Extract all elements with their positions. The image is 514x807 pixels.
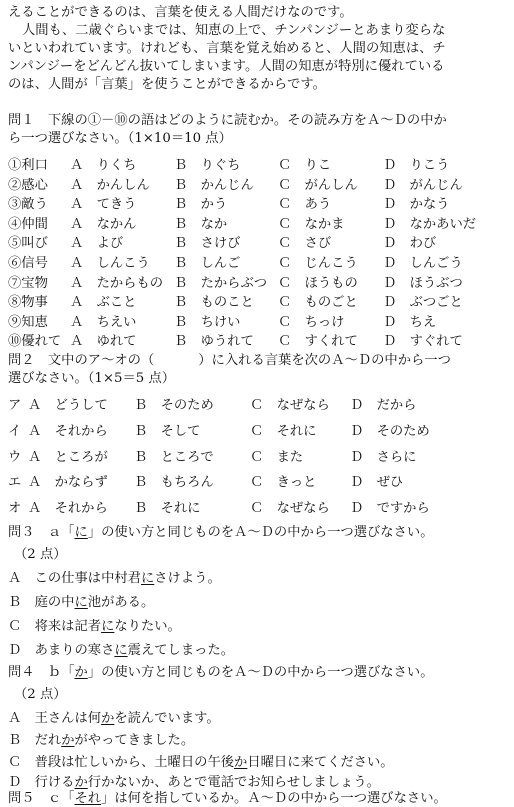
passage-line: 人間も、二歳ぐらいまでは、知恵の上で、チンパンジーとあまり変らな (22, 23, 446, 38)
q2-label: ア (8, 398, 22, 413)
q1-label: ②感心 (8, 177, 48, 193)
q4-option (8, 774, 380, 791)
q1-label: ③敵う (8, 197, 48, 213)
q2-row (8, 394, 508, 411)
q1-choice-b: Ｂ なか (174, 216, 228, 232)
q2-label: オ (8, 501, 22, 517)
passage-line: のは、人間が「言葉」を使うことができるからです。 (8, 77, 326, 92)
q1-choice-d: Ｄ しんごう (383, 256, 463, 271)
q2-choice-c: Ｃ なぜなら (250, 501, 330, 517)
q5-heading-post: 」は何を指しているか。Ａ～Ｄの中から一つ選びなさい。 (101, 791, 447, 806)
q5-heading-pre: 問５ ｃ「 (8, 791, 75, 806)
q2-choice-d: Ｄ ぜひ (350, 475, 404, 491)
q2-choice-d: Ｄ そのため (350, 423, 430, 439)
q1-choice-c: Ｃ すくれて (278, 334, 358, 350)
q2-choice-b: Ｂ それに (134, 501, 201, 517)
q1-choice-c: Ｃ ほうもの (278, 275, 358, 291)
q1-choice-a: Ａ ぶこと (70, 295, 137, 311)
q4-option-a-post: を読んでいます。 (114, 711, 220, 726)
q1-row (8, 232, 508, 252)
q1-choice-b: Ｂ ちけい (174, 314, 241, 330)
q1-choice-b: Ｂ りぐち (174, 158, 241, 173)
question-2-heading-start: 問２ 文中のア～オの（ (8, 353, 155, 368)
q1-choice-c: Ｃ じんこう (278, 256, 358, 271)
q1-choice-c: Ｃ ものごと (278, 295, 358, 311)
q2-choice-b: Ｂ ところで (134, 449, 214, 465)
passage-line: いといわれています。けれども、言葉を覚え始めると、人間の知恵は、チ (8, 41, 446, 56)
q1-choice-c: Ｃ さび (278, 236, 332, 252)
q1-choice-d: Ｄ りこう (383, 158, 450, 173)
q1-label: ⑤叫び (8, 236, 48, 252)
q1-choice-d: Ｄ なかあいだ (383, 216, 477, 232)
q2-choice-d: Ｄ ですから (350, 501, 430, 517)
q1-choice-a: Ａ ゆれて (70, 334, 137, 350)
q1-label: ⑨知恵 (8, 314, 48, 330)
q2-choice-b: Ｂ そのため (134, 398, 214, 413)
q2-label: エ (8, 475, 22, 491)
question-2-instruction: 選びなさい。（1×5＝5 点） (8, 371, 176, 386)
question-3-points: （2 点） (14, 547, 67, 562)
q1-choice-d: Ｄ かなう (383, 197, 450, 213)
q1-choice-d: Ｄ すぐれて (383, 334, 463, 350)
q1-row (8, 213, 508, 230)
q1-choice-c: Ｃ ちっけ (278, 314, 345, 330)
question-3-heading (8, 524, 434, 541)
q3-option-b-mark: に (74, 595, 88, 610)
q2-choice-c: Ｃ また (250, 449, 304, 465)
q2-choice-a: Ａ それから (28, 423, 108, 439)
q1-choice-a: Ａ よび (70, 236, 124, 252)
q1-row (8, 311, 508, 328)
q3-option-d-mark: に (114, 643, 128, 658)
q4-option-c-mark: か (234, 755, 248, 770)
q2-choice-b: Ｂ そして (134, 423, 201, 439)
q1-row (8, 272, 508, 289)
q2-choice-c: Ｃ それに (250, 423, 317, 439)
q1-choice-c: Ｃ りこ (278, 158, 332, 173)
q1-choice-b: Ｂ かう (174, 197, 228, 213)
q1-label: ⑩優れて (8, 334, 62, 350)
q1-choice-c: Ｃ がんしん (278, 177, 358, 193)
q1-choice-a: Ａ しんこう (70, 256, 150, 271)
q1-row (8, 330, 508, 350)
q3-option-a-post: さけよう。 (154, 571, 221, 586)
q4-option-d-post: 行かないか、あとで電話でお知らせしましょう。 (87, 775, 380, 790)
question-2-heading (8, 352, 451, 369)
q1-choice-b: Ｂ しんご (174, 256, 241, 271)
q1-choice-b: Ｂ ものこと (174, 295, 254, 311)
q4-option-d-pre: Ｄ 行ける (8, 775, 75, 790)
q1-choice-b: Ｂ かんじん (174, 177, 254, 193)
q1-choice-d: Ｄ わび (383, 236, 437, 252)
q1-choice-d: Ｄ がんじん (383, 177, 463, 193)
q2-choice-a: Ａ ところが (28, 449, 108, 465)
q3-heading-post: 」の使い方と同じものをＡ～Ｄの中から一つ選びなさい。 (87, 525, 434, 540)
q3-option-a-pre: Ａ この仕事は中村君 (8, 571, 141, 586)
q3-option-c-mark: に (101, 619, 115, 634)
q4-heading-pre: 問４ ｂ「 (8, 665, 75, 680)
q2-choice-c: Ｃ なぜなら (250, 398, 330, 413)
q1-label: ⑦宝物 (8, 275, 48, 291)
passage-line: えることができるのは、言葉を使える人間だけなのです。 (8, 5, 353, 20)
q1-choice-a: Ａ てきう (70, 197, 137, 213)
q1-row (8, 174, 508, 191)
q2-choice-d: Ｄ だから (350, 398, 417, 413)
q2-row (8, 471, 508, 491)
q1-row (8, 291, 508, 311)
q1-choice-d: Ｄ ぶつごと (383, 295, 463, 311)
q2-choice-d: Ｄ さらに (350, 449, 417, 465)
q3-option (8, 594, 154, 611)
q1-choice-a: Ａ かんしん (70, 177, 150, 193)
q4-option-a-pre: Ａ 王さんは何 (8, 711, 102, 726)
q4-option-b-mark: か (61, 733, 75, 748)
q1-choice-b: Ｂ さけび (174, 236, 241, 252)
q2-choice-b: Ｂ もちろん (134, 475, 214, 491)
q2-label: イ (8, 423, 22, 439)
q1-choice-c: Ｃ なかま (278, 216, 345, 232)
q4-underlined-particle: か (74, 665, 88, 680)
q1-choice-c: Ｃ あう (278, 197, 332, 213)
q1-label: ①利口 (8, 158, 48, 173)
q1-label: ⑥信号 (8, 256, 48, 271)
q4-option-a-mark: か (101, 711, 115, 726)
q1-choice-b: Ｂ たからぶつ (174, 275, 268, 291)
q3-option-c-post: なりたい。 (114, 619, 181, 634)
q1-choice-b: Ｂ ゆうれて (174, 334, 254, 350)
q2-choice-a: Ａ それから (28, 501, 108, 517)
q1-choice-a: Ａ たからもの (70, 275, 164, 291)
q1-row (8, 252, 508, 269)
q3-option-b-pre: Ｂ 庭の中 (8, 595, 75, 610)
question-2-heading-end: ）に入れる言葉を次のＡ～Ｄの中から一つ (198, 353, 451, 368)
q4-option-b-post: がやってきました。 (74, 733, 195, 748)
q1-row (8, 193, 508, 213)
q3-option (8, 570, 221, 587)
q2-row (8, 497, 508, 517)
q3-option-d-pre: Ｄ あまりの寒さ (8, 643, 115, 658)
q2-row (8, 446, 508, 463)
q3-heading-pre: 問３ ａ「 (8, 525, 75, 540)
q1-choice-a: Ａ ちえい (70, 314, 137, 330)
q2-choice-a: Ａ どうして (28, 398, 108, 413)
q2-label: ウ (8, 449, 22, 465)
q3-option-a-mark: に (140, 571, 155, 586)
question-1-instruction: ら一つ選びなさい。（1×10＝10 点） (8, 131, 232, 146)
q4-option (8, 754, 394, 771)
q4-option-d-mark: か (74, 775, 88, 790)
q3-option-b-post: 池がある。 (87, 595, 155, 610)
q1-label: ⑧物事 (8, 295, 48, 311)
q3-underlined-particle: に (74, 525, 88, 540)
q1-choice-a: Ａ なかん (70, 216, 137, 232)
question-5-heading (8, 790, 447, 807)
q1-label: ④仲間 (8, 216, 48, 232)
q4-option-c-post: 日曜日に来てください。 (247, 755, 394, 770)
q4-option (8, 732, 194, 749)
passage-line: ンパンジーをどんどん抜いてしまいます。人間の知恵が特別に優れている (8, 59, 445, 74)
q3-option-c-pre: Ｃ 将来は記者 (8, 619, 102, 634)
question-1-heading: 問１ 下線の①－⑩の語はどのように読むか。その読み方をＡ～Ｄの中か (8, 113, 447, 128)
q2-choice-c: Ｃ きっと (250, 475, 317, 491)
q5-underlined-word: それ (74, 791, 102, 806)
q3-option (8, 618, 181, 635)
q1-choice-d: Ｄ ほうぶつ (383, 275, 463, 291)
q3-option-d-post: 震えてしまった。 (127, 643, 235, 658)
q4-option-c-pre: Ｃ 普段は忙しいから、土曜日の午後 (8, 755, 235, 770)
q4-option (8, 710, 220, 727)
q2-row (8, 420, 508, 437)
q2-choice-a: Ａ かならず (28, 475, 108, 491)
question-4-heading (8, 664, 434, 681)
q4-option-b-pre: Ｂ だれ (8, 733, 62, 748)
q3-option (8, 642, 234, 659)
q1-row (8, 154, 508, 171)
question-4-points: （2 点） (14, 687, 67, 702)
q1-choice-d: Ｄ ちえ (383, 314, 437, 330)
q1-choice-a: Ａ りくち (70, 158, 137, 173)
q4-heading-post: 」の使い方と同じものをＡ～Ｄの中から一つ選びなさい。 (87, 665, 434, 680)
